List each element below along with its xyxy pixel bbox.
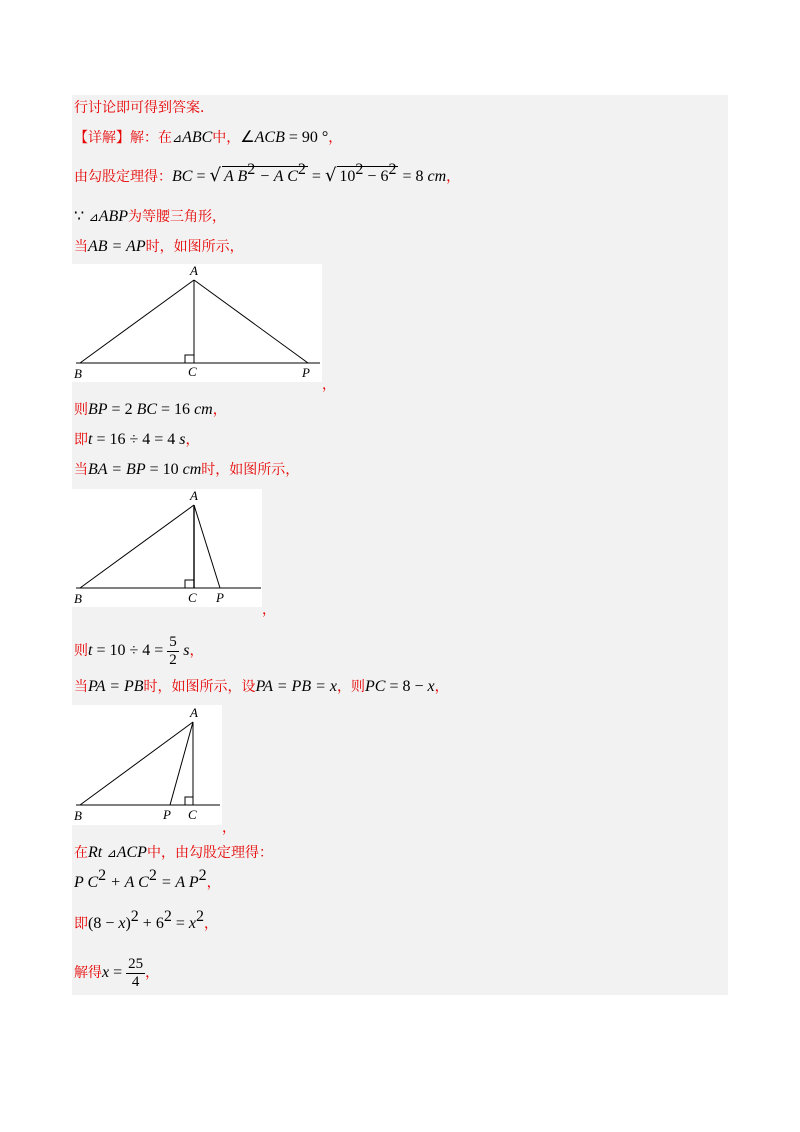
vertex-p-label: P [216, 590, 224, 605]
radical-sign: √ [324, 165, 337, 186]
line-t1: 即t = 16 ÷ 4 = 4 s， [74, 431, 200, 448]
vertex-p-label: P [302, 365, 310, 380]
line-substitution: 即$(8 - x)^2 + 6^2 = x^2$， [74, 908, 218, 932]
fraction-5-2: $\frac{5}{2}$ [169, 633, 177, 668]
sqrt-expr-1: A $B^2 - A$ $C^2$ [223, 161, 306, 185]
line-case3: 当PA = PB时，如图所示，设PA = PB = x，则PC = 8 − x， [74, 678, 449, 695]
vertex-c-label: C [188, 364, 197, 379]
figure-case2 [72, 489, 262, 607]
vertex-b-label: B [74, 808, 82, 823]
figure-comma: ， [322, 377, 336, 393]
radical-sign: √ [209, 165, 221, 186]
vertex-p-label: P [163, 807, 171, 822]
vertex-c-label: C [188, 807, 197, 822]
line-t2: 则t = 10 ÷ 4 = $\frac{5}{2}$ s， [74, 633, 204, 668]
line-detail: 【详解】解：在⊿ABC中，∠ACB = 90 °， [74, 129, 343, 146]
line-conclusion: 行讨论即可得到答案． [74, 100, 214, 116]
vertex-c-label: C [188, 590, 197, 605]
line-pythagoras-bc: 由勾股定理得：BC = √ A $B^2 - A$ $C^2$ = √ $10^2 - 6^2 = 8$ cm， [74, 161, 461, 186]
vertex-b-label: B [74, 591, 82, 606]
fraction-25-4: $\frac{25}{4}$ [128, 955, 144, 990]
line-isosceles: ∵ ⊿ABP为等腰三角形， [74, 208, 227, 225]
figure-comma: ， [222, 820, 236, 836]
vertex-b-label: B [74, 366, 82, 381]
vertex-a-label: A [190, 489, 198, 503]
line-rt-acp: 在Rt ⊿ACP中，由勾股定理得： [74, 844, 273, 861]
figure-case3 [72, 705, 222, 825]
figure-case1 [72, 264, 322, 382]
vertex-a-label: A [190, 705, 198, 720]
line-case1: 当AB = AP时，如图所示， [74, 238, 244, 255]
line-case2: 当BA = BP = 10 cm时，如图所示， [74, 461, 300, 478]
vertex-a-label: A [190, 264, 198, 278]
line-solution: 解得x = $\frac{25}{4}$ ， [74, 955, 160, 990]
sqrt-expr-2: $10^2 - 6^2$ [339, 161, 397, 185]
line-bp: 则BP = 2 BC = 16 cm， [74, 401, 227, 418]
figure-comma: ， [262, 602, 276, 618]
line-equation: P $C^2 + A$ $C^2 = A$ $P^2$， [74, 867, 221, 891]
